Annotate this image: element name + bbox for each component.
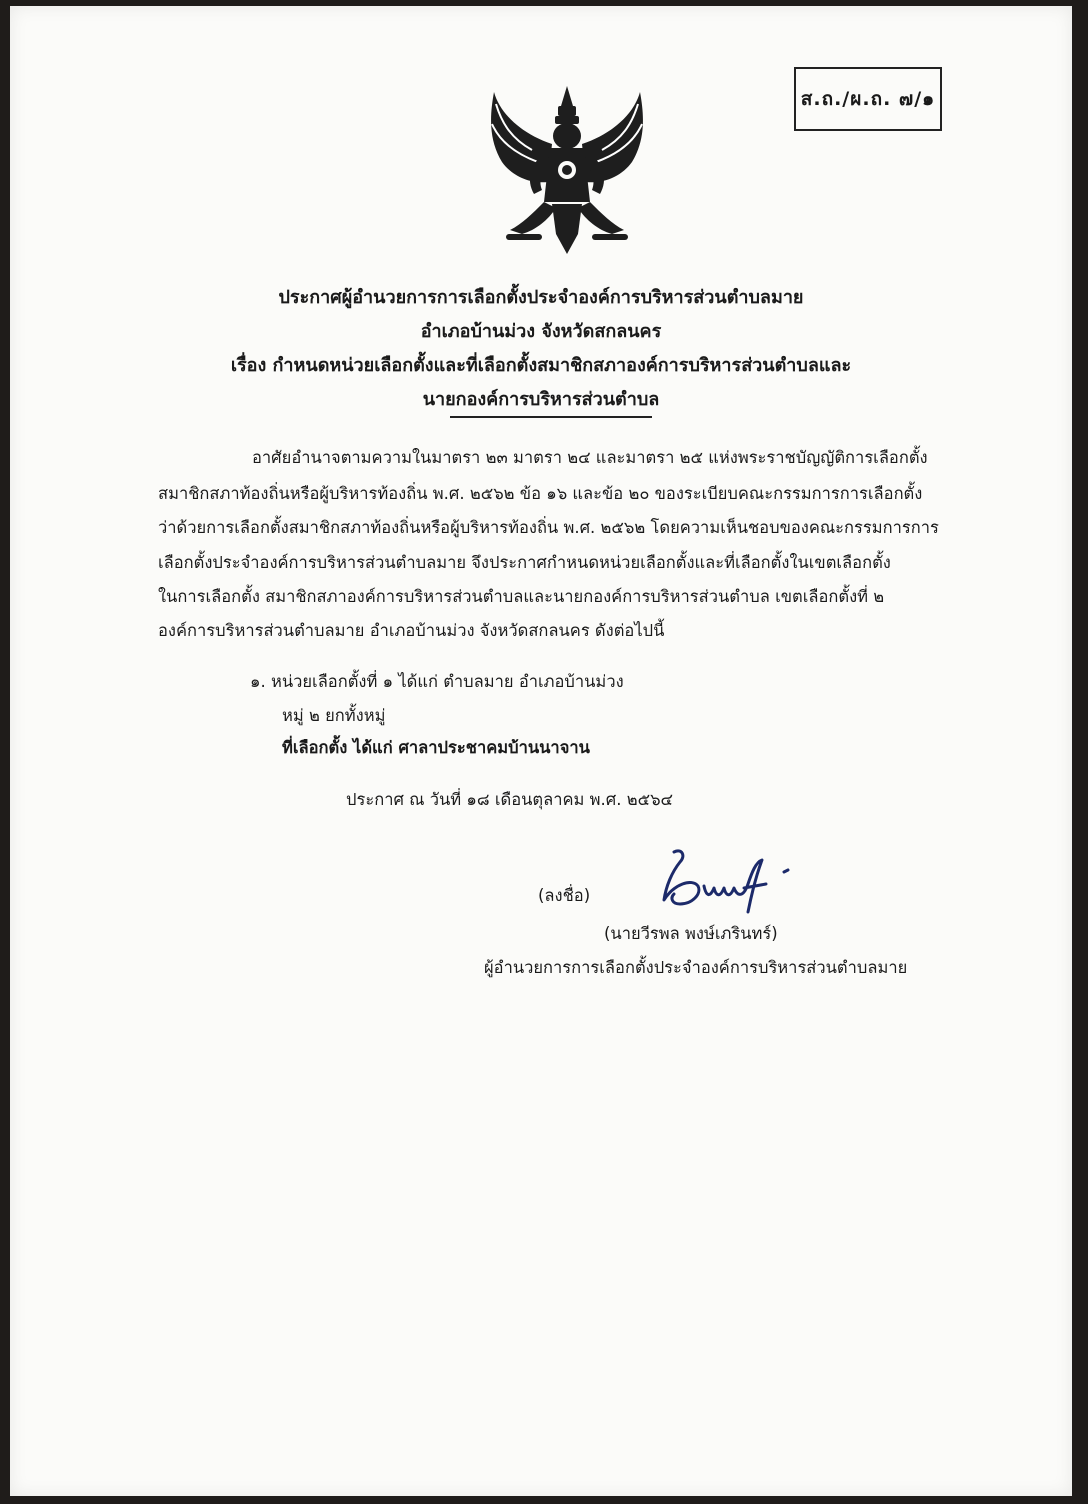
signature-label: (ลงชื่อ) bbox=[538, 886, 591, 905]
garuda-emblem-icon bbox=[482, 84, 652, 260]
polling-place-line bbox=[282, 740, 590, 757]
polling-place-name: ศาลาประชาคมบ้านนาจาน bbox=[398, 738, 590, 757]
polling-unit-line: ๑. หน่วยเลือกตั้งที่ ๑ ได้แก่ ตำบลมาย อำเภอบ้านม่วง bbox=[250, 672, 624, 691]
handwritten-signature-icon bbox=[652, 842, 802, 922]
title-divider bbox=[450, 416, 652, 418]
subject-line-1: เรื่อง กำหนดหน่วยเลือกตั้งและที่เลือกตั้งสมาชิกสภาองค์การบริหารส่วนตำบลและ bbox=[230, 355, 852, 376]
document-page bbox=[10, 6, 1072, 1496]
body-line-1: อาศัยอำนาจตามความในมาตรา ๒๓ มาตรา ๒๔ และมาตรา ๒๕ แห่งพระราชบัญญัติการเลือกตั้ง bbox=[252, 448, 928, 467]
signer-name: (นายวีรพล พงษ์เภรินทร์) bbox=[604, 924, 778, 943]
body-line-4: เลือกตั้งประจำองค์การบริหารส่วนตำบลมาย จึงประกาศกำหนดหน่วยเลือกตั้งและที่เลือกตั้งในเขตเลือกตั้ง bbox=[158, 553, 891, 572]
announcement-title: ประกาศผู้อำนวยการการเลือกตั้งประจำองค์การบริหารส่วนตำบลมาย bbox=[278, 287, 804, 308]
subject-line-2: นายกองค์การบริหารส่วนตำบล bbox=[422, 389, 660, 410]
body-line-6: องค์การบริหารส่วนตำบลมาย อำเภอบ้านม่วง จังหวัดสกลนคร ดังต่อไปนี้ bbox=[158, 621, 665, 640]
village-line: หมู่ ๒ ยกทั้งหมู่ bbox=[282, 706, 386, 725]
body-line-2: สมาชิกสภาท้องถิ่นหรือผู้บริหารท้องถิ่น พ.ศ. ๒๕๖๒ ข้อ ๑๖ และข้อ ๒๐ ของระเบียบคณะกรรมการการเลือกตั้ง bbox=[158, 484, 923, 503]
body-line-5: ในการเลือกตั้ง สมาชิกสภาองค์การบริหารส่วนตำบลและนายกองค์การบริหารส่วนตำบล เขตเลือกตั้งที่ ๒ bbox=[158, 587, 885, 606]
signer-position: ผู้อำนวยการการเลือกตั้งประจำองค์การบริหารส่วนตำบลมาย bbox=[484, 958, 908, 977]
reference-code: ส.ถ./ผ.ถ. ๗/๑ bbox=[800, 88, 936, 110]
announcement-date: ประกาศ ณ วันที่ ๑๘ เดือนตุลาคม พ.ศ. ๒๕๖๔ bbox=[346, 790, 674, 809]
polling-place-label: ที่เลือกตั้ง ได้แก่ bbox=[282, 738, 399, 757]
reference-code-box bbox=[794, 67, 942, 131]
body-line-3: ว่าด้วยการเลือกตั้งสมาชิกสภาท้องถิ่นหรือผู้บริหารท้องถิ่น พ.ศ. ๒๕๖๒ โดยความเห็นชอบของคณะกรรมการการ bbox=[158, 518, 939, 537]
district-province: อำเภอบ้านม่วง จังหวัดสกลนคร bbox=[420, 321, 662, 342]
